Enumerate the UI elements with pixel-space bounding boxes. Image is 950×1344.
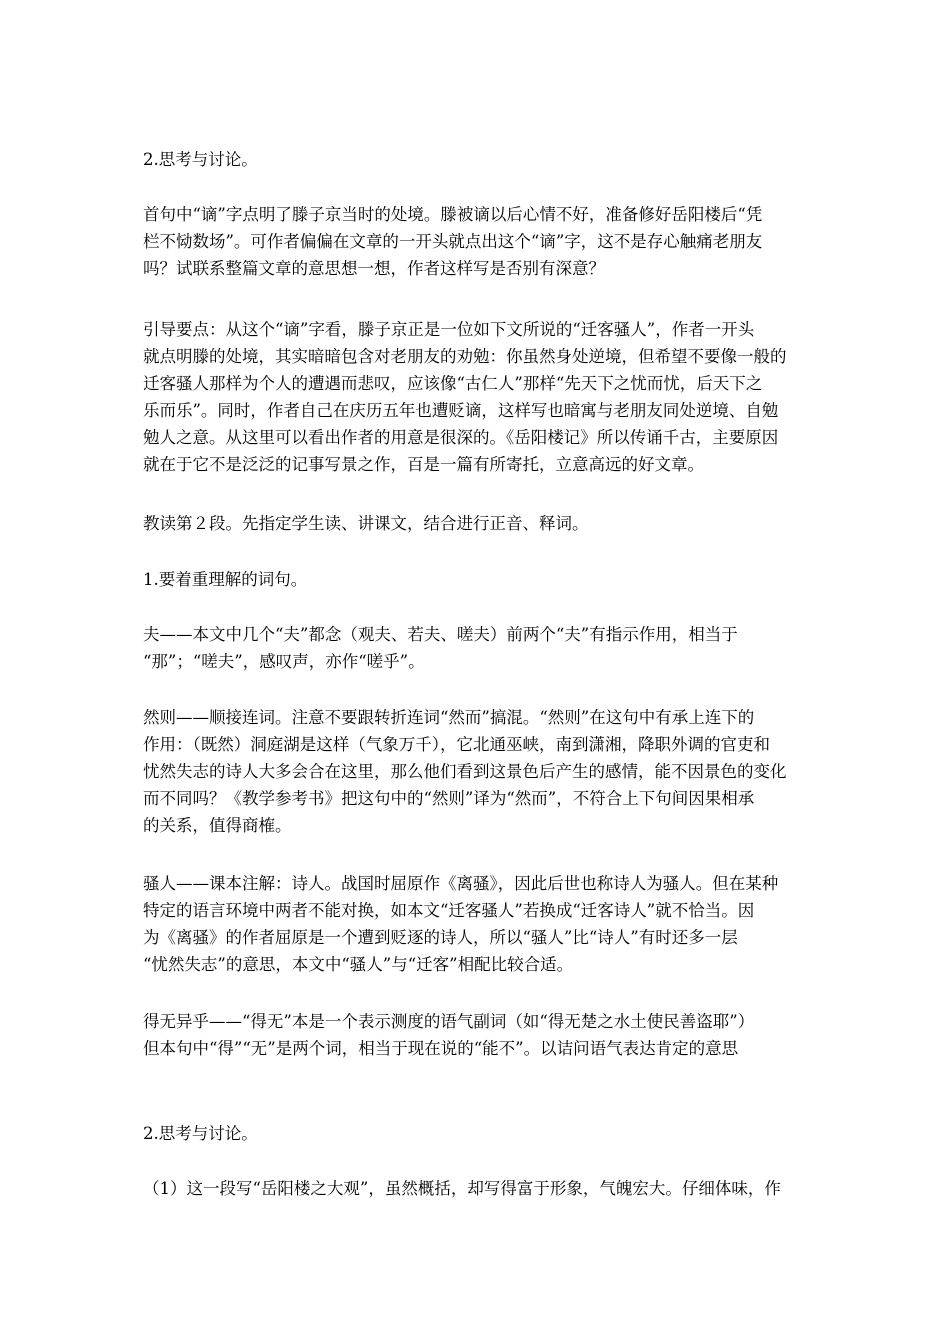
teaching-paragraph-2-intro	[143, 510, 813, 537]
term-fu-paragraph	[143, 621, 813, 675]
text-line: 骚人——课本注解：诗人。战国时屈原作《离骚》，因此后世也称诗人为骚人。但在某种	[143, 874, 779, 893]
text-line: 迁客骚人那样为个人的遭遇而悲叹，应该像“古仁人”那样“先天下之忧而忧，后天下之	[143, 374, 763, 393]
guidance-points-paragraph	[143, 316, 813, 478]
text-line: 而不同吗？《教学参考书》把这句中的“然则”译为“然而”，不符合上下句间因果相承	[143, 789, 755, 808]
text-line: 2.思考与讨论。	[143, 150, 258, 169]
text-line: 得无异乎——“得无”本是一个表示测度的语气副词（如“得无楚之水土使民善盗耶”）	[143, 1012, 755, 1031]
text-line: 栏不恸数场”。可作者偏偏在文章的一开头就点出这个“谪”字，这不是存心触痛老朋友	[143, 232, 763, 251]
discussion-item-1	[143, 1175, 813, 1202]
text-line: 首句中“谪”字点明了滕子京当时的处境。滕被谪以后心情不好，准备修好岳阳楼后“凭	[143, 205, 763, 224]
text-line: “那”；“嗟夫”，感叹声，亦作“嗟乎”。	[143, 652, 425, 671]
text-line: “忧然失志”的意思，本文中“骚人”与“迁客”相配比较合适。	[143, 955, 574, 974]
text-line: （1）这一段写“岳阳楼之大观”，虽然概括，却写得富于形象，气魄宏大。仔细体味，作	[143, 1179, 781, 1198]
text-line: 教读第２段。先指定学生读、讲课文，结合进行正音、释词。	[143, 514, 589, 533]
section-heading-discussion-2	[143, 1120, 813, 1147]
text-line: 2.思考与讨论。	[143, 1124, 258, 1143]
section-heading-key-phrases	[143, 566, 813, 593]
text-line: 忧然失志的诗人大多会合在这里，那么他们看到这景色后产生的感情，能不因景色的变化	[143, 762, 787, 781]
term-saoren-paragraph	[143, 870, 813, 978]
section-heading-discussion	[143, 146, 813, 173]
text-line: 1.要着重理解的词句。	[143, 570, 308, 589]
text-line: 作用：（既然）洞庭湖是这样（气象万千），它北通巫峡，南到潇湘，降职外调的官吏和	[143, 735, 770, 754]
text-line: 但本句中“得”“无”是两个词，相当于现在说的“能不”。以诘问语气表达肯定的意思	[143, 1039, 739, 1058]
text-line: 引导要点：从这个“谪”字看，滕子京正是一位如下文所说的“迁客骚人”，作者一开头	[143, 320, 755, 339]
text-line: 的关系，值得商榷。	[143, 816, 292, 835]
text-line: 乐而乐”。同时，作者自己在庆历五年也遭贬谪，这样写也暗寓与老朋友同处逆境、自勉	[143, 401, 779, 420]
text-line: 特定的语言环境中两者不能对换，如本文“迁客骚人”若换成“迁客诗人”就不恰当。因	[143, 901, 755, 920]
discussion-question-paragraph	[143, 201, 813, 282]
text-line: 勉人之意。从这里可以看出作者的用意是很深的。《岳阳楼记》所以传诵千古，主要原因	[143, 428, 779, 447]
text-line: 为《离骚》的作者屈原是一个遭到贬逐的诗人，所以“骚人”比“诗人”有时还多一层	[143, 928, 738, 947]
term-dewuyihu-paragraph	[143, 1008, 813, 1062]
text-line: 就点明滕的处境，其实暗暗包含对老朋友的劝勉：你虽然身处逆境，但希望不要像一般的	[143, 347, 787, 366]
text-line: 然则——顺接连词。注意不要跟转折连词“然而”搞混。“然则”在这句中有承上连下的	[143, 708, 755, 727]
text-line: 吗？试联系整篇文章的意思想一想，作者这样写是否别有深意？	[143, 259, 605, 278]
text-line: 夫——本文中几个“夫”都念（观夫、若夫、嗟夫）前两个“夫”有指示作用，相当于	[143, 625, 738, 644]
text-line: 就在于它不是泛泛的记事写景之作，百是一篇有所寄托，立意高远的好文章。	[143, 455, 704, 474]
term-ranze-paragraph	[143, 704, 813, 839]
